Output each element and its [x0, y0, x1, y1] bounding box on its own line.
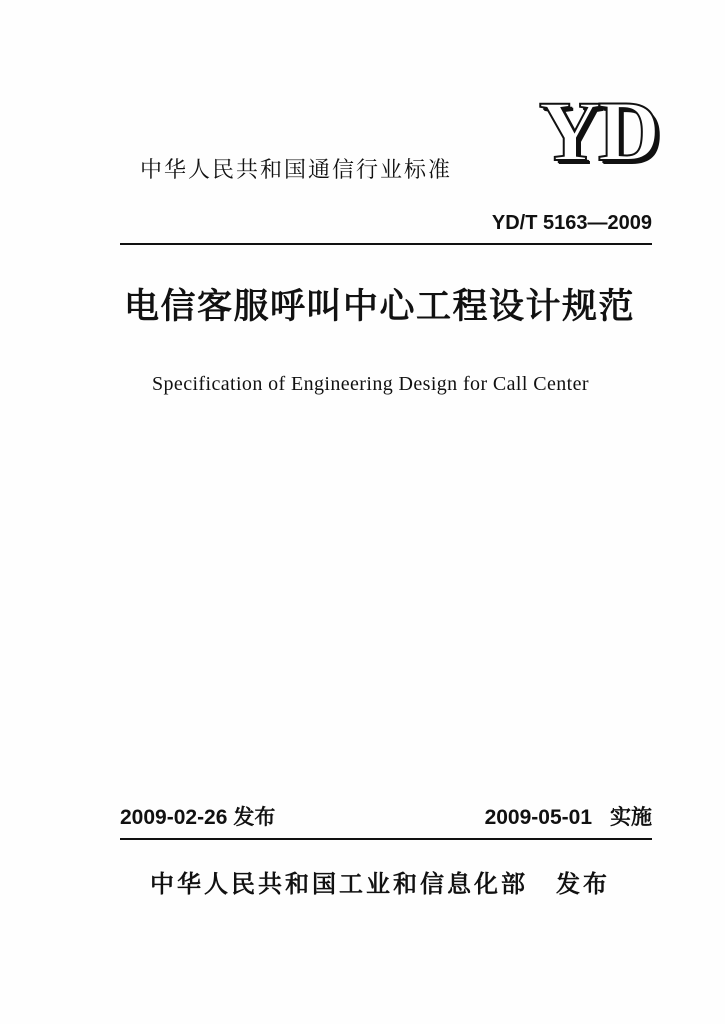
implement-date: 2009-05-01: [484, 806, 592, 829]
standard-code: YD/T 5163—2009: [491, 212, 652, 234]
implement-label: 实施: [610, 805, 652, 829]
dates-row: [120, 805, 652, 830]
document-title-en: Specification of Engineering Design for Call Center: [152, 373, 589, 395]
issuer: [150, 870, 610, 899]
issuer-label: 发布: [556, 870, 610, 898]
yd-logo: YD: [538, 83, 657, 179]
header-rule: [120, 243, 652, 245]
publish-label: 发布: [233, 805, 276, 829]
document-title: 电信客服呼叫中心工程设计规范: [124, 286, 636, 327]
implement-info: [485, 805, 652, 830]
footer-rule: [120, 838, 652, 840]
standard-category: 中华人民共和国通信行业标准: [140, 158, 453, 183]
publish-info: [120, 805, 275, 830]
publish-date: 2009-02-26: [120, 806, 228, 829]
issuer-name: 中华人民共和国工业和信息化部: [150, 870, 528, 898]
